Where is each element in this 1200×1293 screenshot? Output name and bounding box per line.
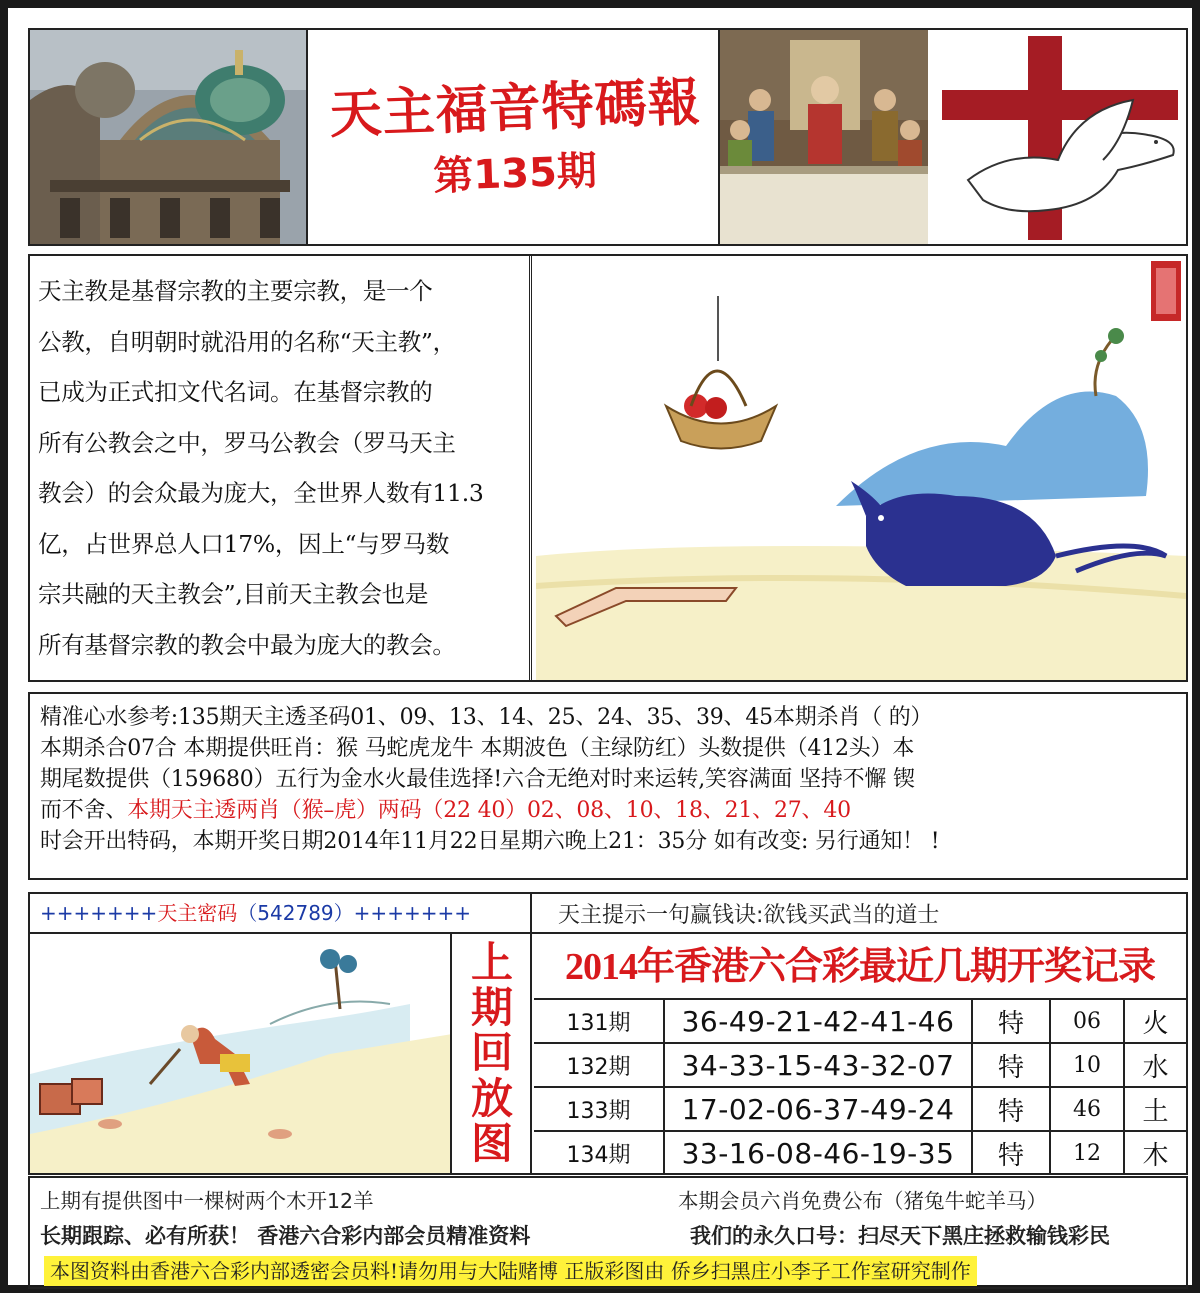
featured-prediction: 本期天主透两肖（猴–虎）两码（22 40）02、08、10、18、21、27、40	[127, 798, 851, 823]
intro-line: 所有基督宗教的教会中最为庞大的教会。	[38, 630, 456, 659]
secret-code-label: 天主密码	[157, 901, 238, 925]
record-special-number: 06	[1050, 999, 1124, 1043]
draw-record-row	[534, 999, 1186, 1043]
record-special-number: 12	[1050, 1131, 1124, 1175]
intro-line: 宗共融的天主教会”,目前天主教会也是	[38, 580, 429, 608]
record-numbers: 17-02-06-37-49-24	[664, 1087, 972, 1131]
rat-basket-illustration	[536, 256, 1186, 680]
record-special-label: 特	[972, 999, 1050, 1043]
record-special-label: 特	[972, 1043, 1050, 1087]
plus-decoration: +++++++	[353, 901, 471, 925]
footer-motto: 我们的永久口号：扫尽天下黑庄拯救输钱彩民	[690, 1223, 1110, 1248]
footer-banner: 本图资料由香港六合彩内部透密会员料!请勿用与大陆赌博 正版彩图由 侨乡扫黑庄小李子工作室研究制作	[44, 1256, 977, 1286]
secret-code-value: （542789）	[237, 901, 354, 925]
record-special-label: 特	[972, 1131, 1050, 1175]
river-illustration	[30, 934, 452, 1173]
plus-decoration: +++++++	[40, 901, 158, 925]
last-supper-image	[718, 30, 928, 244]
draw-record-row	[534, 1131, 1186, 1175]
record-issue: 134期	[534, 1131, 664, 1175]
replay-char: 图	[470, 1119, 513, 1169]
intro-line: 已成为正式扣文代名词。在基督宗教的	[38, 378, 433, 406]
footer-member-zodiacs: 本期会员六肖免费公布（猪兔牛蛇羊马）	[678, 1189, 1047, 1213]
record-issue: 131期	[534, 999, 664, 1043]
tips-line	[40, 795, 1176, 826]
intro-line: 亿，占世界总人口17%，因上“与罗马数	[38, 529, 450, 558]
title-area	[310, 30, 718, 244]
replay-char: 上	[470, 937, 513, 987]
record-issue: 132期	[534, 1043, 664, 1087]
tips-line-prefix: 而不舍、	[40, 798, 128, 823]
lottery-section	[28, 892, 1188, 1175]
record-element: 木	[1124, 1131, 1186, 1175]
footer	[28, 1176, 1188, 1289]
issue-number: 第135期	[432, 148, 598, 200]
cross-dove-image	[928, 30, 1186, 244]
church-image	[30, 30, 308, 244]
records-title: 2014年香港六合彩最近几期开奖记录	[564, 946, 1155, 988]
record-special-number: 46	[1050, 1087, 1124, 1131]
record-numbers: 34-33-15-43-32-07	[664, 1043, 972, 1087]
draw-record-row	[534, 1043, 1186, 1087]
draw-record-row	[534, 1087, 1186, 1131]
record-numbers: 33-16-08-46-19-35	[664, 1131, 972, 1175]
tips-line: 时会开出特码，本期开奖日期2014年11月22日星期六晚上21：35分 如有改变: 另行通知！ !	[40, 829, 940, 854]
replay-char: 期	[470, 983, 513, 1033]
newspaper-title: 天主福音特碼報	[328, 72, 702, 146]
record-special-label: 特	[972, 1087, 1050, 1131]
tips-line: 本期杀合07合 本期提供旺肖：猴 马蛇虎龙牛 本期波色（主绿防红）头数提供（412头）本	[40, 736, 915, 761]
record-element: 水	[1124, 1043, 1186, 1087]
record-element: 火	[1124, 999, 1186, 1043]
intro-line: 公教，自明朝时就沿用的名称“天主教”，	[38, 327, 456, 356]
winning-hint: 天主提示一句赢钱诀:欲钱买武当的道士	[532, 894, 1186, 934]
intro-line: 教会）的会众最为庞大，全世界人数有11.3	[38, 479, 484, 507]
record-numbers: 36-49-21-42-41-46	[664, 999, 972, 1043]
replay-char: 放	[470, 1073, 513, 1123]
tips-line: 精准心水参考:135期天主透圣码01、09、13、14、25、24、35、39、45本期杀肖（ 的）	[40, 705, 933, 730]
record-element: 土	[1124, 1087, 1186, 1131]
intro-text	[30, 256, 532, 680]
intro-section	[28, 254, 1188, 682]
replay-char: 回	[470, 1028, 513, 1078]
secret-code	[30, 894, 532, 934]
tips-section	[28, 692, 1188, 880]
record-issue: 133期	[534, 1087, 664, 1131]
footer-last-issue-note: 上期有提供图中一棵树两个木开12羊	[40, 1189, 374, 1213]
intro-line: 天主教是基督宗教的主要宗教，是一个	[38, 277, 433, 305]
last-issue-replay-label	[454, 934, 532, 1173]
footer-slogan: 长期跟踪、必有所获！ 香港六合彩内部会员精准资料	[40, 1223, 531, 1248]
header	[28, 28, 1188, 246]
tips-line: 期尾数提供（159680）五行为金水火最佳选择!六合无绝对时来运转,笑容满面 坚持不懈 锲	[40, 767, 915, 792]
draw-records-table	[534, 998, 1186, 1175]
intro-line: 所有公教会之中，罗马公教会（罗马天主	[38, 428, 456, 457]
record-special-number: 10	[1050, 1043, 1124, 1087]
